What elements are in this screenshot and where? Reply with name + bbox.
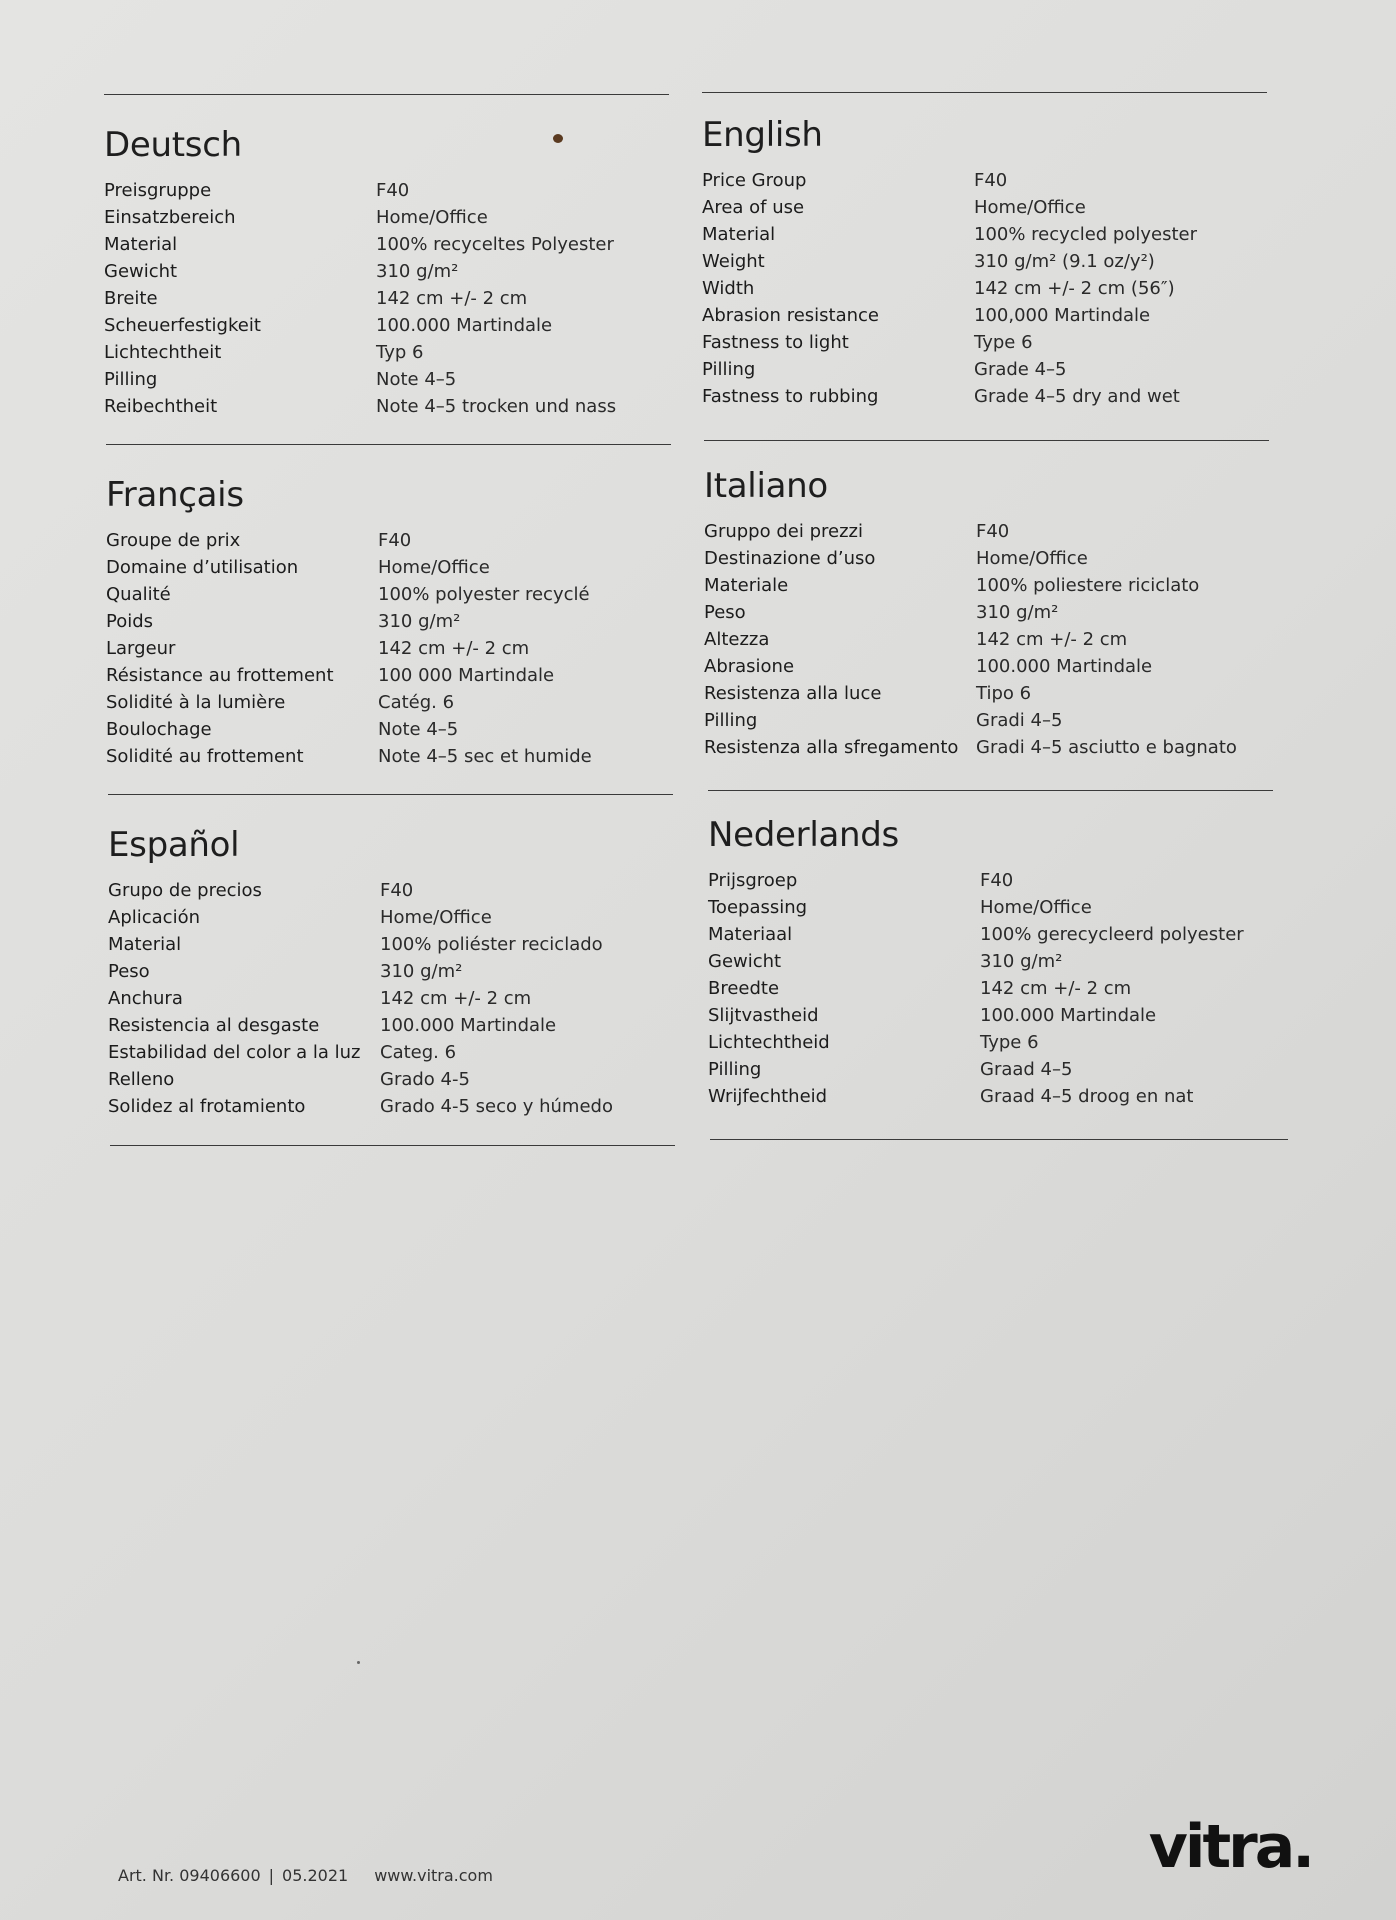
- spec-value: 142 cm +/- 2 cm: [378, 638, 530, 659]
- spec-row: [104, 231, 669, 258]
- spec-row: [702, 194, 1267, 221]
- spec-row: [108, 958, 673, 985]
- spec-value: 100 000 Martindale: [378, 665, 555, 686]
- section-title: Español: [108, 825, 240, 865]
- spec-row: [106, 608, 671, 635]
- spec-label: Résistance au frottement: [106, 665, 334, 686]
- spec-label: Weight: [702, 251, 765, 272]
- spec-value: Note 4–5 sec et humide: [378, 746, 592, 767]
- spec-value: F40: [980, 870, 1014, 891]
- spec-label: Material: [104, 234, 178, 255]
- spec-row: [708, 948, 1273, 975]
- spec-row: [106, 689, 671, 716]
- spec-value: Note 4–5: [376, 369, 457, 390]
- spec-value: Type 6: [980, 1032, 1039, 1053]
- spec-value: Tipo 6: [976, 683, 1032, 704]
- spec-value: 310 g/m²: [980, 951, 1063, 972]
- spec-table: [104, 177, 669, 420]
- spec-value: 310 g/m²: [376, 261, 459, 282]
- spec-value: Home/Office: [976, 548, 1088, 569]
- spec-row: [108, 877, 673, 904]
- spec-value: 100% poliéster reciclado: [380, 934, 603, 955]
- spec-value: 142 cm +/- 2 cm: [980, 978, 1132, 999]
- article-number: Art. Nr. 09406600: [118, 1866, 261, 1885]
- spec-value: Home/Office: [974, 197, 1086, 218]
- spec-label: Breedte: [708, 978, 780, 999]
- section-deutsch: [104, 94, 669, 420]
- spec-label: Solidez al frotamiento: [108, 1096, 306, 1117]
- spec-value: F40: [378, 530, 412, 551]
- spec-value: 100.000 Martindale: [976, 656, 1153, 677]
- spec-label: Resistenza alla luce: [704, 683, 882, 704]
- spec-value: Grade 4–5 dry and wet: [974, 386, 1180, 407]
- spec-label: Grupo de precios: [108, 880, 262, 901]
- spec-label: Largeur: [106, 638, 176, 659]
- spec-row: [704, 707, 1269, 734]
- spec-label: Breite: [104, 288, 158, 309]
- spec-value: Home/Office: [380, 907, 492, 928]
- spec-label: Relleno: [108, 1069, 175, 1090]
- section-top-rule: [704, 440, 1269, 441]
- spec-row: [708, 975, 1273, 1002]
- section-title: Italiano: [704, 466, 828, 506]
- spec-label: Einsatzbereich: [104, 207, 236, 228]
- spec-row: [702, 167, 1267, 194]
- vitra-logo: vitra.: [1148, 1812, 1312, 1882]
- spec-label: Scheuerfestigkeit: [104, 315, 261, 336]
- paper-speck: [357, 1661, 360, 1664]
- spec-table: [108, 877, 673, 1120]
- spec-row: [704, 680, 1269, 707]
- section-title: Deutsch: [104, 125, 242, 165]
- spec-value: 100.000 Martindale: [980, 1005, 1157, 1026]
- footer-separator: |: [268, 1866, 275, 1885]
- spec-label: Fastness to rubbing: [702, 386, 879, 407]
- spec-row: [108, 985, 673, 1012]
- spec-value: Grade 4–5: [974, 359, 1067, 380]
- spec-value: Note 4–5: [378, 719, 459, 740]
- spec-label: Resistencia al desgaste: [108, 1015, 320, 1036]
- spec-label: Boulochage: [106, 719, 212, 740]
- spec-label: Lichtechtheid: [708, 1032, 830, 1053]
- spec-label: Poids: [106, 611, 154, 632]
- spec-value: 310 g/m²: [976, 602, 1059, 623]
- spec-row: [702, 221, 1267, 248]
- spec-table: [702, 167, 1267, 410]
- spec-row: [708, 921, 1273, 948]
- spec-value: 142 cm +/- 2 cm: [380, 988, 532, 1009]
- spec-row: [704, 572, 1269, 599]
- spec-label: Anchura: [108, 988, 183, 1009]
- spec-label: Solidité à la lumière: [106, 692, 286, 713]
- section-title: Français: [106, 475, 244, 515]
- spec-label: Material: [702, 224, 776, 245]
- spec-value: 310 g/m²: [380, 961, 463, 982]
- spec-label: Resistenza alla sfregamento: [704, 737, 959, 758]
- section-top-rule: [106, 444, 671, 445]
- spec-row: [106, 716, 671, 743]
- spec-value: 100.000 Martindale: [376, 315, 553, 336]
- spec-row: [708, 867, 1273, 894]
- spec-label: Prijsgroep: [708, 870, 798, 891]
- section-title: Nederlands: [708, 815, 899, 855]
- paper-speck: [553, 134, 563, 143]
- spec-table: [106, 527, 671, 770]
- section-espanol: [108, 794, 673, 1120]
- spec-value: Typ 6: [376, 342, 424, 363]
- spec-value: 310 g/m² (9.1 oz/y²): [974, 251, 1155, 272]
- spec-row: [108, 904, 673, 931]
- spec-value: Gradi 4–5: [976, 710, 1063, 731]
- spec-value: Home/Office: [376, 207, 488, 228]
- spec-value: 100.000 Martindale: [380, 1015, 557, 1036]
- spec-value: Grado 4-5: [380, 1069, 470, 1090]
- spec-row: [702, 248, 1267, 275]
- section-top-rule: [708, 790, 1273, 791]
- spec-row: [704, 599, 1269, 626]
- spec-row: [708, 1056, 1273, 1083]
- publication-date: 05.2021: [282, 1866, 349, 1885]
- spec-row: [704, 545, 1269, 572]
- spec-row: [702, 275, 1267, 302]
- spec-label: Destinazione d’uso: [704, 548, 876, 569]
- spec-row: [106, 635, 671, 662]
- spec-row: [104, 393, 669, 420]
- spec-label: Abrasione: [704, 656, 795, 677]
- section-top-rule: [104, 94, 669, 95]
- section-english: [702, 92, 1267, 410]
- spec-table: [704, 518, 1269, 761]
- spec-row: [104, 312, 669, 339]
- spec-label: Pilling: [708, 1059, 762, 1080]
- spec-label: Peso: [108, 961, 150, 982]
- spec-row: [108, 1039, 673, 1066]
- spec-label: Toepassing: [708, 897, 808, 918]
- spec-value: Note 4–5 trocken und nass: [376, 396, 617, 417]
- spec-row: [104, 339, 669, 366]
- spec-label: Lichtechtheit: [104, 342, 222, 363]
- closing-rule-right: [710, 1139, 1288, 1140]
- spec-row: [704, 734, 1269, 761]
- spec-value: 142 cm +/- 2 cm: [976, 629, 1128, 650]
- spec-label: Peso: [704, 602, 746, 623]
- spec-label: Slijtvastheid: [708, 1005, 819, 1026]
- spec-row: [108, 1093, 673, 1120]
- spec-row: [702, 383, 1267, 410]
- spec-label: Materiaal: [708, 924, 793, 945]
- section-francais: [106, 444, 671, 770]
- spec-label: Groupe de prix: [106, 530, 241, 551]
- spec-value: Categ. 6: [380, 1042, 457, 1063]
- section-top-rule: [108, 794, 673, 795]
- spec-value: Graad 4–5 droog en nat: [980, 1086, 1194, 1107]
- spec-row: [104, 204, 669, 231]
- spec-label: Altezza: [704, 629, 770, 650]
- spec-row: [104, 366, 669, 393]
- spec-label: Domaine d’utilisation: [106, 557, 299, 578]
- section-nederlands: [708, 790, 1273, 1110]
- spec-row: [704, 518, 1269, 545]
- spec-row: [104, 285, 669, 312]
- spec-row: [702, 302, 1267, 329]
- footer: [118, 1866, 493, 1885]
- spec-value: 100% recycled polyester: [974, 224, 1198, 245]
- section-italiano: [704, 440, 1269, 761]
- spec-row: [708, 894, 1273, 921]
- spec-row: [106, 527, 671, 554]
- spec-row: [708, 1002, 1273, 1029]
- spec-value: F40: [380, 880, 414, 901]
- spec-row: [106, 743, 671, 770]
- spec-row: [106, 581, 671, 608]
- spec-label: Materiale: [704, 575, 789, 596]
- spec-row: [704, 653, 1269, 680]
- spec-value: 100% recyceltes Polyester: [376, 234, 614, 255]
- spec-label: Pilling: [704, 710, 758, 731]
- spec-row: [708, 1029, 1273, 1056]
- spec-row: [704, 626, 1269, 653]
- section-title: English: [702, 115, 823, 155]
- section-top-rule: [702, 92, 1267, 93]
- spec-label: Reibechtheit: [104, 396, 218, 417]
- spec-label: Qualité: [106, 584, 171, 605]
- spec-row: [106, 662, 671, 689]
- spec-label: Area of use: [702, 197, 805, 218]
- spec-value: Grado 4-5 seco y húmedo: [380, 1096, 613, 1117]
- spec-value: 100% gerecycleerd polyester: [980, 924, 1244, 945]
- spec-row: [104, 177, 669, 204]
- spec-label: Pilling: [702, 359, 756, 380]
- spec-value: F40: [976, 521, 1010, 542]
- spec-label: Wrijfechtheid: [708, 1086, 828, 1107]
- spec-row: [108, 1066, 673, 1093]
- spec-row: [702, 356, 1267, 383]
- spec-row: [106, 554, 671, 581]
- spec-row: [108, 931, 673, 958]
- spec-table: [708, 867, 1273, 1110]
- spec-row: [108, 1012, 673, 1039]
- spec-value: Catég. 6: [378, 692, 455, 713]
- spec-label: Gruppo dei prezzi: [704, 521, 863, 542]
- spec-value: Gradi 4–5 asciutto e bagnato: [976, 737, 1237, 758]
- spec-value: 142 cm +/- 2 cm (56″): [974, 278, 1175, 299]
- spec-label: Aplicación: [108, 907, 200, 928]
- spec-value: 310 g/m²: [378, 611, 461, 632]
- spec-value: F40: [376, 180, 410, 201]
- spec-value: Home/Office: [378, 557, 490, 578]
- spec-label: Preisgruppe: [104, 180, 212, 201]
- spec-row: [708, 1083, 1273, 1110]
- spec-label: Material: [108, 934, 182, 955]
- spec-label: Pilling: [104, 369, 158, 390]
- spec-label: Gewicht: [104, 261, 178, 282]
- spec-value: 100,000 Martindale: [974, 305, 1151, 326]
- spec-value: Home/Office: [980, 897, 1092, 918]
- spec-value: 142 cm +/- 2 cm: [376, 288, 528, 309]
- spec-label: Width: [702, 278, 755, 299]
- spec-label: Fastness to light: [702, 332, 849, 353]
- website-link[interactable]: www.vitra.com: [374, 1866, 493, 1885]
- spec-label: Gewicht: [708, 951, 782, 972]
- spec-value: 100% polyester recyclé: [378, 584, 590, 605]
- spec-value: F40: [974, 170, 1008, 191]
- spec-label: Estabilidad del color a la luz: [108, 1042, 361, 1063]
- spec-label: Abrasion resistance: [702, 305, 879, 326]
- spec-label: Price Group: [702, 170, 807, 191]
- spec-label: Solidité au frottement: [106, 746, 304, 767]
- closing-rule-left: [110, 1145, 675, 1146]
- spec-value: Type 6: [974, 332, 1033, 353]
- spec-row: [702, 329, 1267, 356]
- spec-row: [104, 258, 669, 285]
- spec-value: 100% poliestere riciclato: [976, 575, 1200, 596]
- spec-value: Graad 4–5: [980, 1059, 1073, 1080]
